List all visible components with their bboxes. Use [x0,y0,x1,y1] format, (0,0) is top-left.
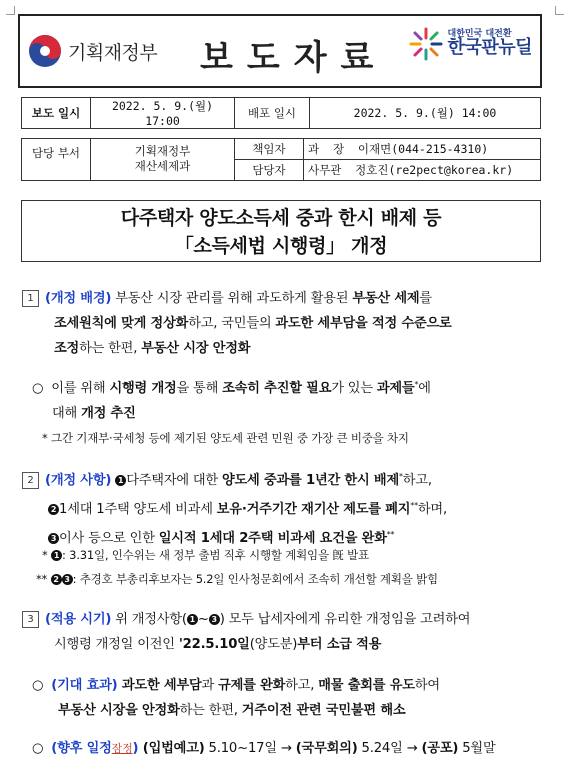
crop-mark-top-right [555,6,564,15]
release-schedule-table [21,97,541,129]
footnote-mark: * [414,380,419,389]
text: 하여 [414,678,440,693]
staff-label: 담당자 [235,160,304,181]
bullet-icon: ○ [32,381,52,396]
responsible-value: 과 장 이재면(044-215-4310) [304,139,541,160]
footnote-mark: ** [386,530,395,539]
text: 을 통해 [176,381,223,396]
footnote-text: : 추경호 부총리후보자는 5.2일 인사청문회에서 조속히 개선할 계획을 밝힘 [72,572,438,586]
brand-subtitle: 대한민국 대전환 [447,28,512,39]
press-release-header [18,14,542,88]
release-label: 배포 일시 [235,98,310,129]
text-bold: 매물 출회를 유도 [318,678,415,693]
section-heading: (개정 배경) [45,291,112,306]
new-deal-mark-icon [408,26,444,62]
text-bold: 과제들 [376,381,415,396]
text: 다주택자에 대한 [126,473,222,488]
text-bold: '22.5.10일 [178,637,250,652]
text: 위 개정사항( [111,612,187,627]
release-value: 2022. 5. 9.(월) 14:00 [310,98,541,129]
korean-new-deal-logo [408,26,532,62]
section-number: 1 [22,290,39,307]
footnote-mark: ** [410,501,418,510]
section-3-bullet-effects [32,673,547,723]
section-heading: (개정 사항) [45,473,112,488]
text: 하고, [402,473,432,488]
text-bold: (입법예고) [138,741,205,756]
text: 5.10~17일 → [204,741,296,756]
bullet-icon: ○ [32,741,52,756]
section-2-footnote-1: * 1 : 3.31일, 인수위는 새 정부 출범 직후 시행할 계획임을 旣 발표 [42,548,369,562]
dept-label: 담당 부서 [22,139,91,181]
section-1-bullet [32,372,547,426]
taegeuk-emblem-icon [28,34,62,68]
dept-value [91,139,235,181]
text-bold: 보유·거주기간 재기산 제도를 폐지 [216,502,411,517]
text-bold: 부터 소급 적용 [297,637,382,652]
text: 이를 위해 [51,381,110,396]
text-bold: 거주이전 관련 국민불편 해소 [241,703,406,718]
circled-3-icon: 3 [62,574,73,585]
circled-3-icon: 3 [48,533,59,544]
ministry-logo [28,34,157,68]
text-bold: 양도세 중과를 1년간 한시 배제 [221,473,399,488]
headline-line-1: 다주택자 양도소득세 중과 한시 배제 등 [120,207,442,229]
text-bold: 일시적 1세대 2주택 비과세 요건을 완화 [158,531,387,546]
embargo-value: 2022. 5. 9.(월) 17:00 [91,98,235,129]
text: 부동산 시장 관리를 위해 과도하게 활용된 [111,291,353,306]
circled-2-icon: 2 [51,574,62,585]
section-number: 3 [22,611,39,628]
circled-1-icon: 1 [51,550,62,561]
footnote-text: : 3.31일, 인수위는 새 정부 출범 직후 시행할 계획임을 旣 발표 [62,548,369,562]
text-bold: (공포) [421,741,459,756]
text: 대해 [52,406,82,421]
document-type-title: 보도자료 [200,38,388,78]
text: 5월말 [458,741,496,756]
text: 1세대 1주택 양도세 비과세 [59,502,217,517]
embargo-label: 보도 일시 [22,98,91,129]
text: 하는 한편, [79,341,142,356]
text-bold: 과도한 세부담을 적정 수준으로 [275,316,452,331]
circled-1-icon: 1 [115,475,126,486]
text: 하며, [417,502,447,517]
text-bold: 조정 [54,341,80,356]
text-bold: 부동산 세제 [352,291,420,306]
section-2-footnote-2: ** 2 3 : 추경호 부총리후보자는 5.2일 인사청문회에서 조속히 개선할 계획을 밝힘 [36,572,438,586]
text: 에 [418,381,431,396]
bullet-heading: (향후 일정 [51,741,112,756]
text-bold: (국무회의) [295,741,358,756]
text: 하고, [285,678,319,693]
section-1 [22,286,547,361]
text: 가 있는 [331,381,377,396]
circled-2-icon: 2 [48,504,59,515]
text: 이사 등으로 인한 [59,531,159,546]
text: 하는 한편, [179,703,242,718]
text: 과 [201,678,219,693]
text-bold: 개정 추진 [81,406,136,421]
circled-1-icon: 1 [187,614,198,625]
crop-mark-top-left [6,6,15,15]
section-heading: (적용 시기) [45,612,112,627]
section-1-footnote: * 그간 기재부·국세청 등에 제기된 양도세 관련 민원 중 가장 큰 비중을 차지 [42,431,409,445]
section-2 [22,464,547,551]
text-bold: 시행령 개정 [109,381,177,396]
section-3: 3 (적용 시기) 위 개정사항( 1 ~ 3 ) 모두 납세자에게 유리한 개정임을 고려하여 시행령 개정일 이전인 '22.5.10일(양도분)부터 소급 적용 [22,607,547,657]
text-bold: 부동산 시장을 안정화 [58,703,180,718]
tentative-tag: 잠정 [111,742,133,755]
text-bold: 과도한 세부담 [117,678,202,693]
staff-value: 사무관 정호진(re2pect@korea.kr) [304,160,541,181]
section-number: 2 [22,472,39,489]
dept-ministry: 기획재정부 [134,144,191,158]
contact-table [21,138,541,181]
ministry-name: 기획재정부 [68,41,158,64]
bullet-heading: (기대 효과) [51,678,118,693]
responsible-label: 책임자 [235,139,304,160]
section-3-bullet-schedule [32,736,547,761]
brand-name: 한국판뉴딜 [447,37,532,59]
text: ) 모두 납세자에게 유리한 개정임을 고려하여 [219,612,471,627]
text-bold: 조속히 추진할 필요 [222,381,332,396]
text: 5.24일 → [357,741,422,756]
headline-line-2: 「소득세법 시행령」 개정 [174,235,388,257]
text: (양도분) [249,637,298,652]
circled-3-icon: 3 [209,614,220,625]
text: 를 [419,291,432,306]
text: 시행령 개정일 이전인 [54,637,179,652]
headline-box [21,200,541,262]
bullet-heading-close: ) [132,741,139,756]
text-bold: 조세원칙에 맞게 정상화 [54,316,189,331]
text: 하고, 국민들의 [188,316,276,331]
dept-division: 재산세제과 [134,159,191,173]
footnote-mark: * [398,472,403,481]
bullet-icon: ○ [32,678,52,693]
text-bold: 부동산 시장 안정화 [141,341,251,356]
text-bold: 규제를 완화 [218,678,286,693]
